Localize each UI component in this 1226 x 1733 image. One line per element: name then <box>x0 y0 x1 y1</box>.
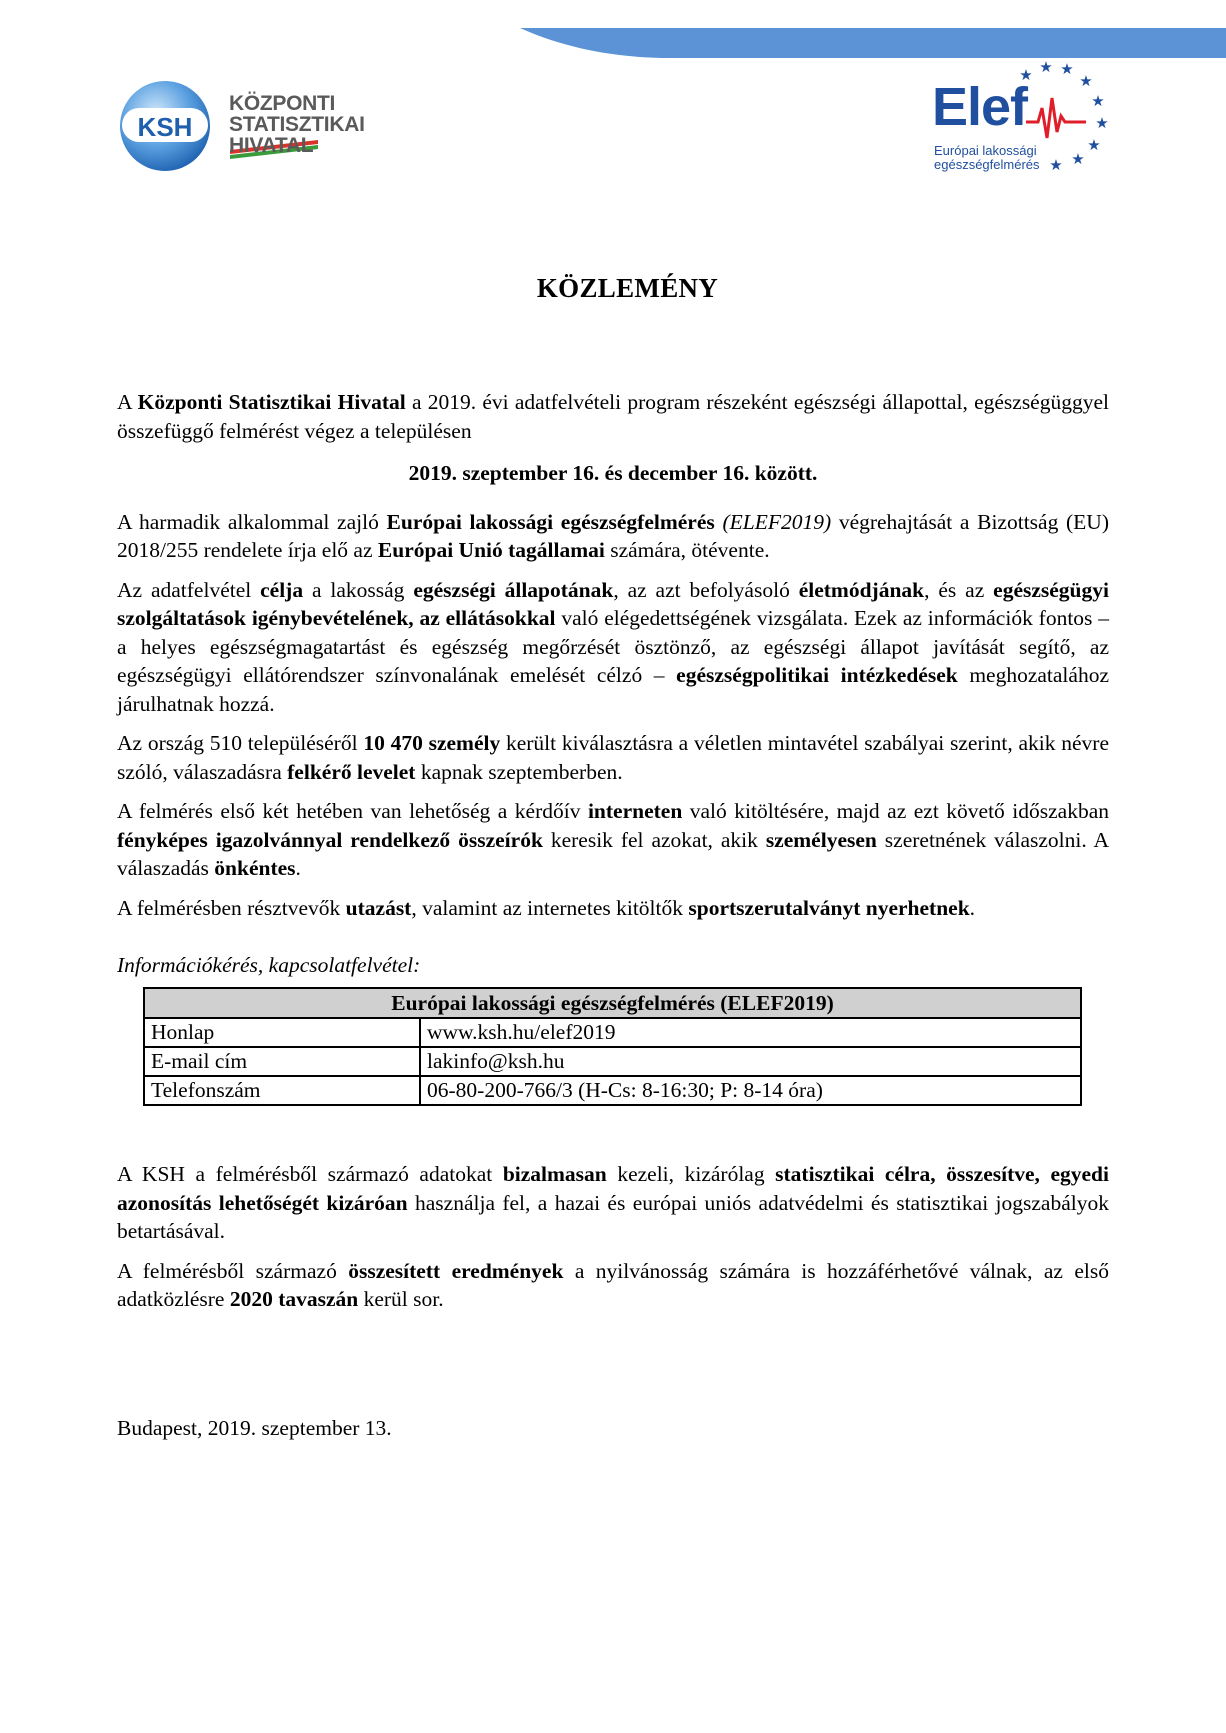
elef-subtitle <box>934 144 1040 172</box>
paragraph-sample: Az ország 510 településéről 10 470 személy került kiválasztásra a véletlen mintavétel szabályai szerint, akik névre szóló, válaszadásra felkérő levelet kapnak szeptemberben. <box>117 731 1109 784</box>
paragraph-privacy: A KSH a felmérésből származó adatokat bizalmasan kezeli, kizárólag statisztikai célra, összesítve, egyedi azonosítás lehetőségét kizáróan használja fel, a hazai és európai uniós adatvédelmi és statisztikai jogszabályok betartásával. <box>117 1162 1109 1243</box>
contact-label: Honlap <box>144 1018 420 1047</box>
paragraph-method: A felmérés első két hetében van lehetőség a kérdőív interneten való kitöltésére, majd az ezt követő időszakban fényképes igazolvánnyal rendelkező összeírók keresik fel azokat, akik személyesen szeretnének válaszolni. A válaszadás önkéntes. <box>117 799 1109 880</box>
document-title: KÖZLEMÉNY <box>536 273 719 303</box>
phone-value: 06-80-200-766/3 (H-Cs: 8-16:30; P: 8-14 óra) <box>420 1076 1081 1105</box>
ksh-badge-text: KSH <box>137 112 193 142</box>
email-link[interactable]: lakinfo@ksh.hu <box>420 1047 1081 1076</box>
survey-dates: 2019. szeptember 16. és december 16. között. <box>408 461 818 485</box>
svg-text:★: ★ <box>1019 66 1033 84</box>
elef-subtitle-line: egészségfelmérés <box>934 157 1040 172</box>
ksh-logo-text <box>229 93 365 156</box>
contact-table <box>143 987 1082 1107</box>
header-stripe <box>520 28 1226 58</box>
svg-text:★: ★ <box>1049 156 1063 172</box>
svg-text:★: ★ <box>1095 114 1109 132</box>
paragraph-purpose: Az adatfelvétel célja a lakosság egészségi állapotának, az azt befolyásoló életmódjának, és az egészségügyi szolgáltatások igénybevételének, az ellátásokkal való elégedettségének vizsgálata. Ezek az információk fontos – a helyes egészségmagatartást és egészség megőrzését ösztönző, az egészségi állapot javítását segítő, az egészségügyi ellátórendszer színvonalának emelését célzó – egészségpolitikai intézkedések meghozatalához járulhatnak hozzá. <box>117 577 1109 716</box>
contact-table-header: Európai lakossági egészségfelmérés (ELEF2019) <box>144 988 1081 1019</box>
table-row <box>144 1047 1081 1076</box>
svg-text:★: ★ <box>1079 72 1093 90</box>
svg-text:★: ★ <box>1071 150 1085 168</box>
place-and-date: Budapest, 2019. szeptember 13. <box>117 1415 392 1440</box>
document-body <box>117 388 1109 1442</box>
paragraph-results: A felmérésből származó összesített eredmények a nyilvánosság számára is hozzáférhetővé válnak, az első adatközlésre 2020 tavaszán kerül sor. <box>117 1258 1109 1311</box>
svg-text:★: ★ <box>1060 60 1074 78</box>
table-row <box>144 1018 1081 1047</box>
ksh-logo-line: HIVATAL <box>229 134 314 157</box>
ksh-logo-line: STATISZTIKAI <box>229 113 365 136</box>
svg-text:★: ★ <box>1039 58 1053 76</box>
ksh-logo-line: KÖZPONTI <box>229 92 336 115</box>
contact-table-header-row <box>144 988 1081 1019</box>
contact-label: Telefonszám <box>144 1076 420 1105</box>
website-link[interactable]: www.ksh.hu/elef2019 <box>420 1018 1081 1047</box>
table-row <box>144 1076 1081 1105</box>
paragraph-legal-basis: A harmadik alkalommal zajló Európai lakossági egészségfelmérés (ELEF2019) végrehajtását a Bizottság (EU) 2018/255 rendelete írja elő az Európai Unió tagállamai számára, ötévente. <box>117 509 1109 562</box>
paragraph-prizes: A felmérésben résztvevők utazást, valamint az internetes kitöltők sportszerutalványt nyerhetnek. <box>117 895 976 920</box>
svg-text:★: ★ <box>1091 92 1105 110</box>
elef-subtitle-line: Európai lakossági <box>934 143 1037 158</box>
elef-logo <box>926 58 1122 172</box>
intro-paragraph: A Központi Statisztikai Hivatal a 2019. évi adatfelvételi program részeként egészségi állapottal, egészségüggyel összefüggő felmérést végez a településen <box>117 390 1109 443</box>
svg-text:★: ★ <box>1087 136 1101 154</box>
contact-label: E-mail cím <box>144 1047 420 1076</box>
contact-info-label: Információkérés, kapcsolatfelvétel: <box>117 953 421 977</box>
elef-wordmark: Elef <box>932 77 1028 137</box>
